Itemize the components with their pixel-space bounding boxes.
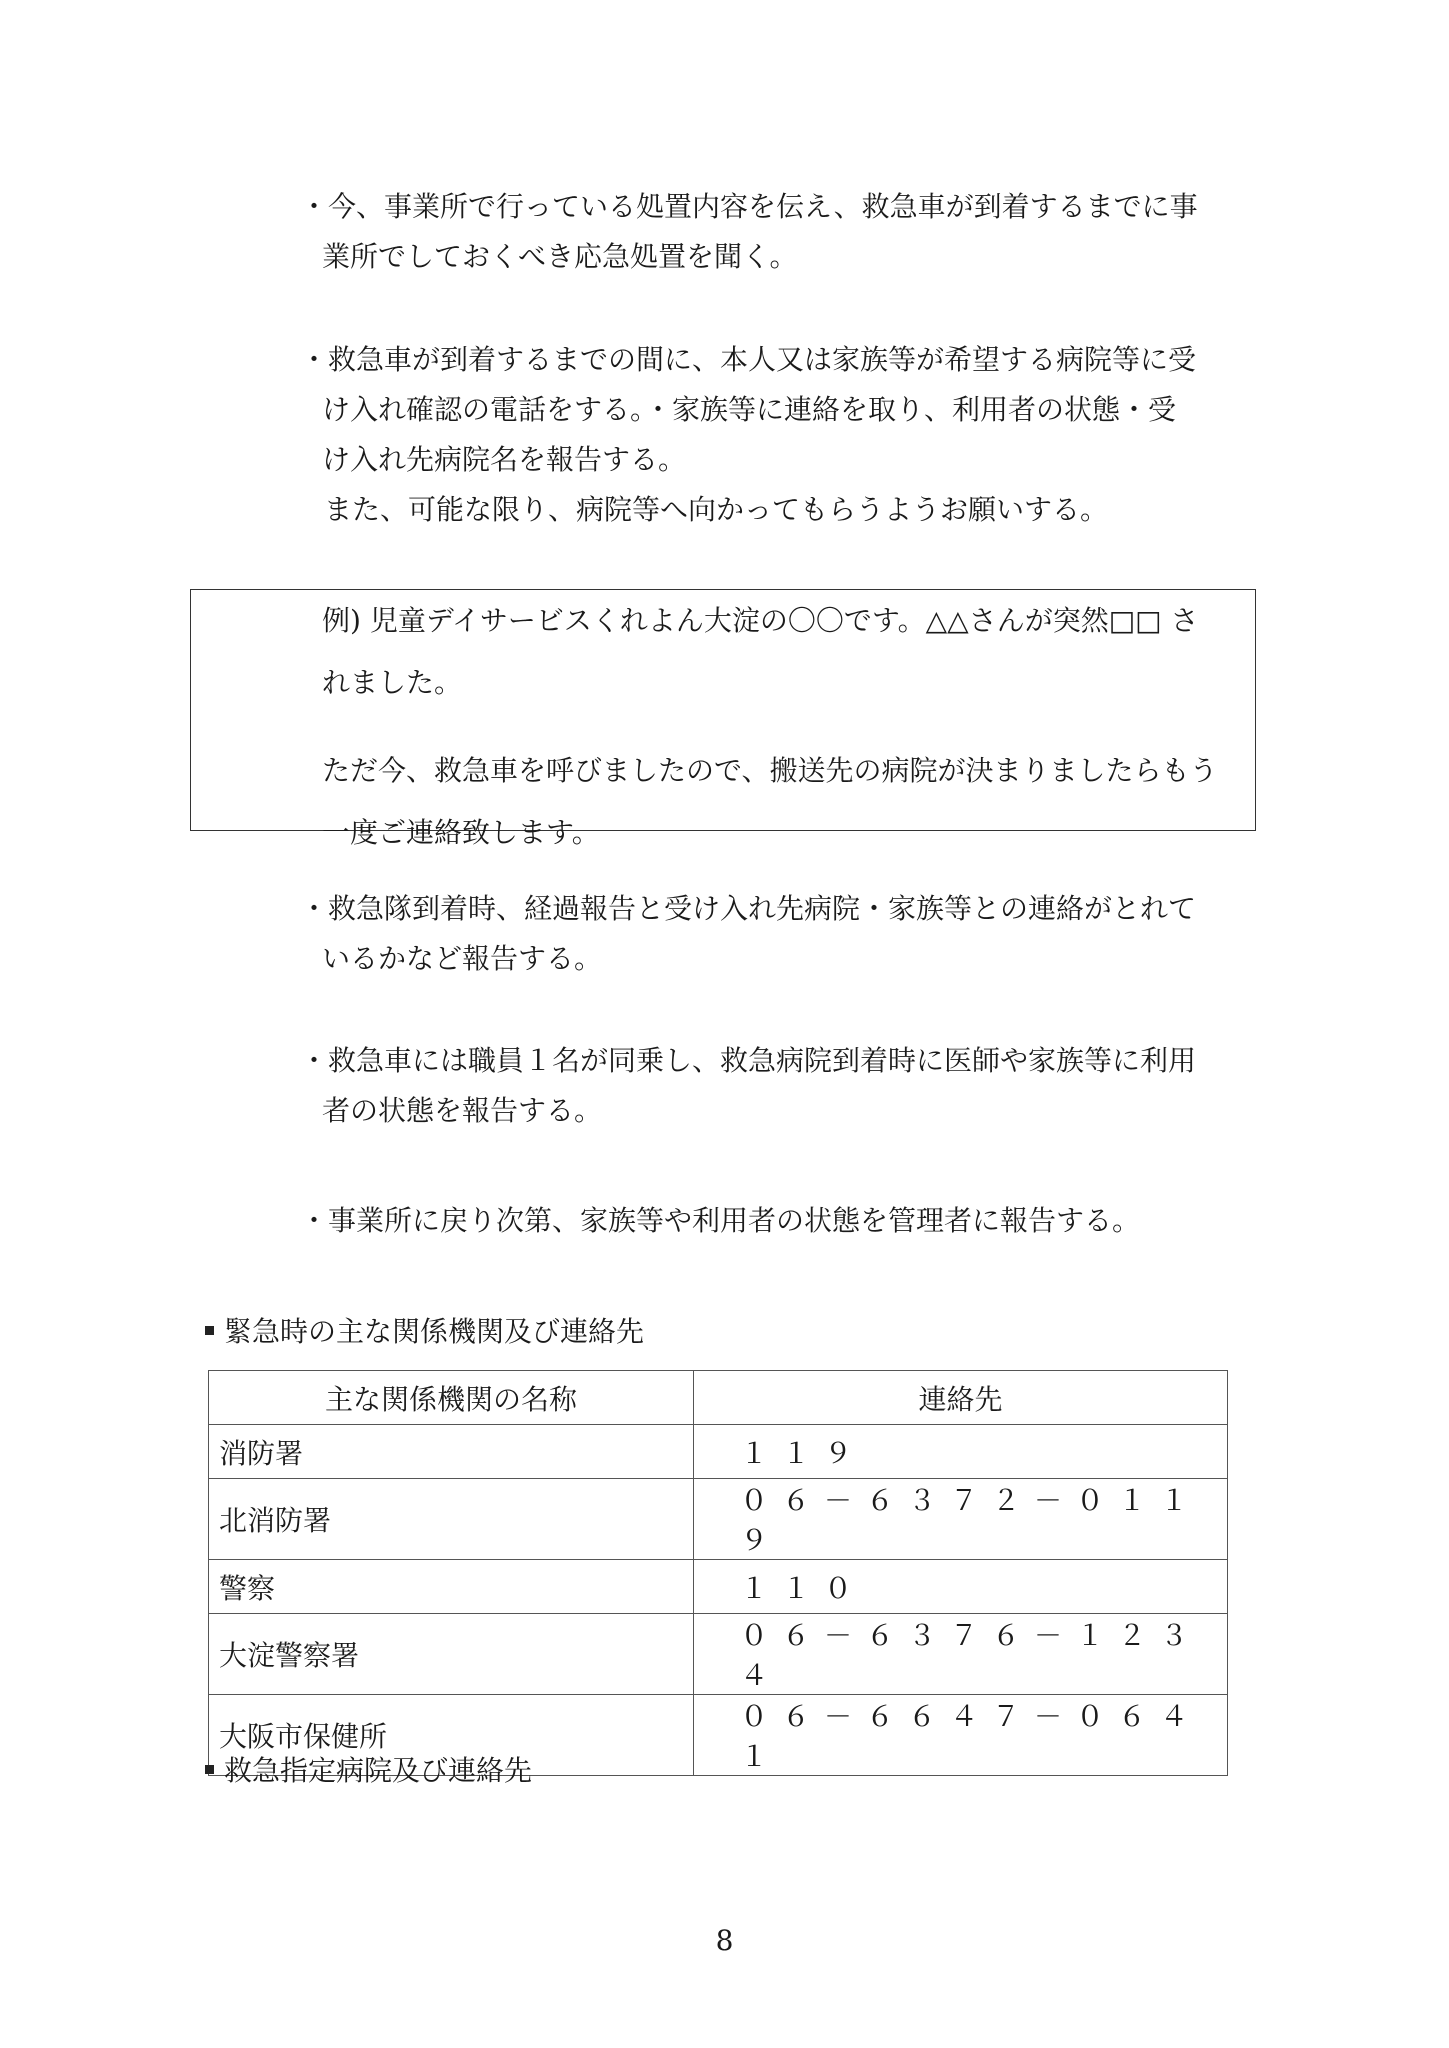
phone-number: ０６－６３７６－１２３４ <box>694 1614 1228 1695</box>
example-text <box>322 590 1217 864</box>
page-number: 8 <box>715 1924 734 1957</box>
text-line: ・今、事業所で行っている処置内容を伝え、救急車が到着するまでに事 <box>300 190 1198 223</box>
section-heading-hospitals <box>205 1751 532 1791</box>
text-line: ・救急車には職員１名が同乗し、救急病院到着時に医師や家族等に利用 <box>300 1044 1197 1077</box>
heading-text: 緊急時の主な関係機関及び連絡先 <box>224 1315 645 1348</box>
text-line: れました。 <box>322 666 463 699</box>
table-row <box>209 1560 1228 1614</box>
paragraph-first-aid <box>300 182 1198 282</box>
text-line: 一度ご連絡致します。 <box>322 816 600 849</box>
text-line: 業所でしておくべき応急処置を聞く。 <box>322 240 798 273</box>
text-line: ・救急車が到着するまでの間に、本人又は家族等が希望する病院等に受 <box>300 343 1197 376</box>
text-line: また、可能な限り、病院等へ向かってもらうようお願いする。 <box>324 493 1109 526</box>
phone-number: １１９ <box>694 1425 1228 1479</box>
contact-table <box>208 1370 1228 1776</box>
table-row <box>209 1614 1228 1695</box>
text-line: いるかなど報告する。 <box>322 942 603 975</box>
agency-name: 大阪市保健所 <box>209 1695 694 1776</box>
paragraph-hospital-contact <box>300 335 1196 535</box>
text-line: ・救急隊到着時、経過報告と受け入れ先病院・家族等との連絡がとれて <box>300 892 1197 925</box>
text-line: 者の状態を報告する。 <box>322 1094 603 1127</box>
text-line: け入れ先病院名を報告する。 <box>322 443 687 476</box>
square-bullet-icon <box>205 1326 214 1335</box>
heading-text: 救急指定病院及び連絡先 <box>224 1754 533 1787</box>
phone-number: ０６－６６４７－０６４１ <box>694 1695 1228 1776</box>
text-line: 例) 児童デイサービスくれよん大淀の〇〇です。△△さんが突然□□ さ <box>322 604 1199 637</box>
column-header-agency: 主な関係機関の名称 <box>209 1371 694 1425</box>
agency-name: 北消防署 <box>209 1479 694 1560</box>
text-line: け入れ確認の電話をする。・家族等に連絡を取り、利用者の状態・受 <box>322 393 1177 426</box>
column-header-contact: 連絡先 <box>694 1371 1228 1425</box>
agency-name: 大淀警察署 <box>209 1614 694 1695</box>
phone-number: ０６－６３７２－０１１９ <box>694 1479 1228 1560</box>
table-row <box>209 1425 1228 1479</box>
paragraph-report-manager <box>300 1196 1140 1246</box>
table-row <box>209 1479 1228 1560</box>
phone-number: １１０ <box>694 1560 1228 1614</box>
paragraph-staff-escort <box>300 1036 1196 1136</box>
text-line: ただ今、救急車を呼びましたので、搬送先の病院が決まりましたらもう <box>322 754 1218 787</box>
table-header-row <box>209 1371 1228 1425</box>
agency-name: 警察 <box>209 1560 694 1614</box>
agency-name: 消防署 <box>209 1425 694 1479</box>
text-line: ・事業所に戻り次第、家族等や利用者の状態を管理者に報告する。 <box>300 1204 1141 1237</box>
paragraph-ambulance-arrival <box>300 884 1196 984</box>
square-bullet-icon <box>205 1765 214 1774</box>
section-heading-emergency-contacts <box>205 1312 644 1352</box>
